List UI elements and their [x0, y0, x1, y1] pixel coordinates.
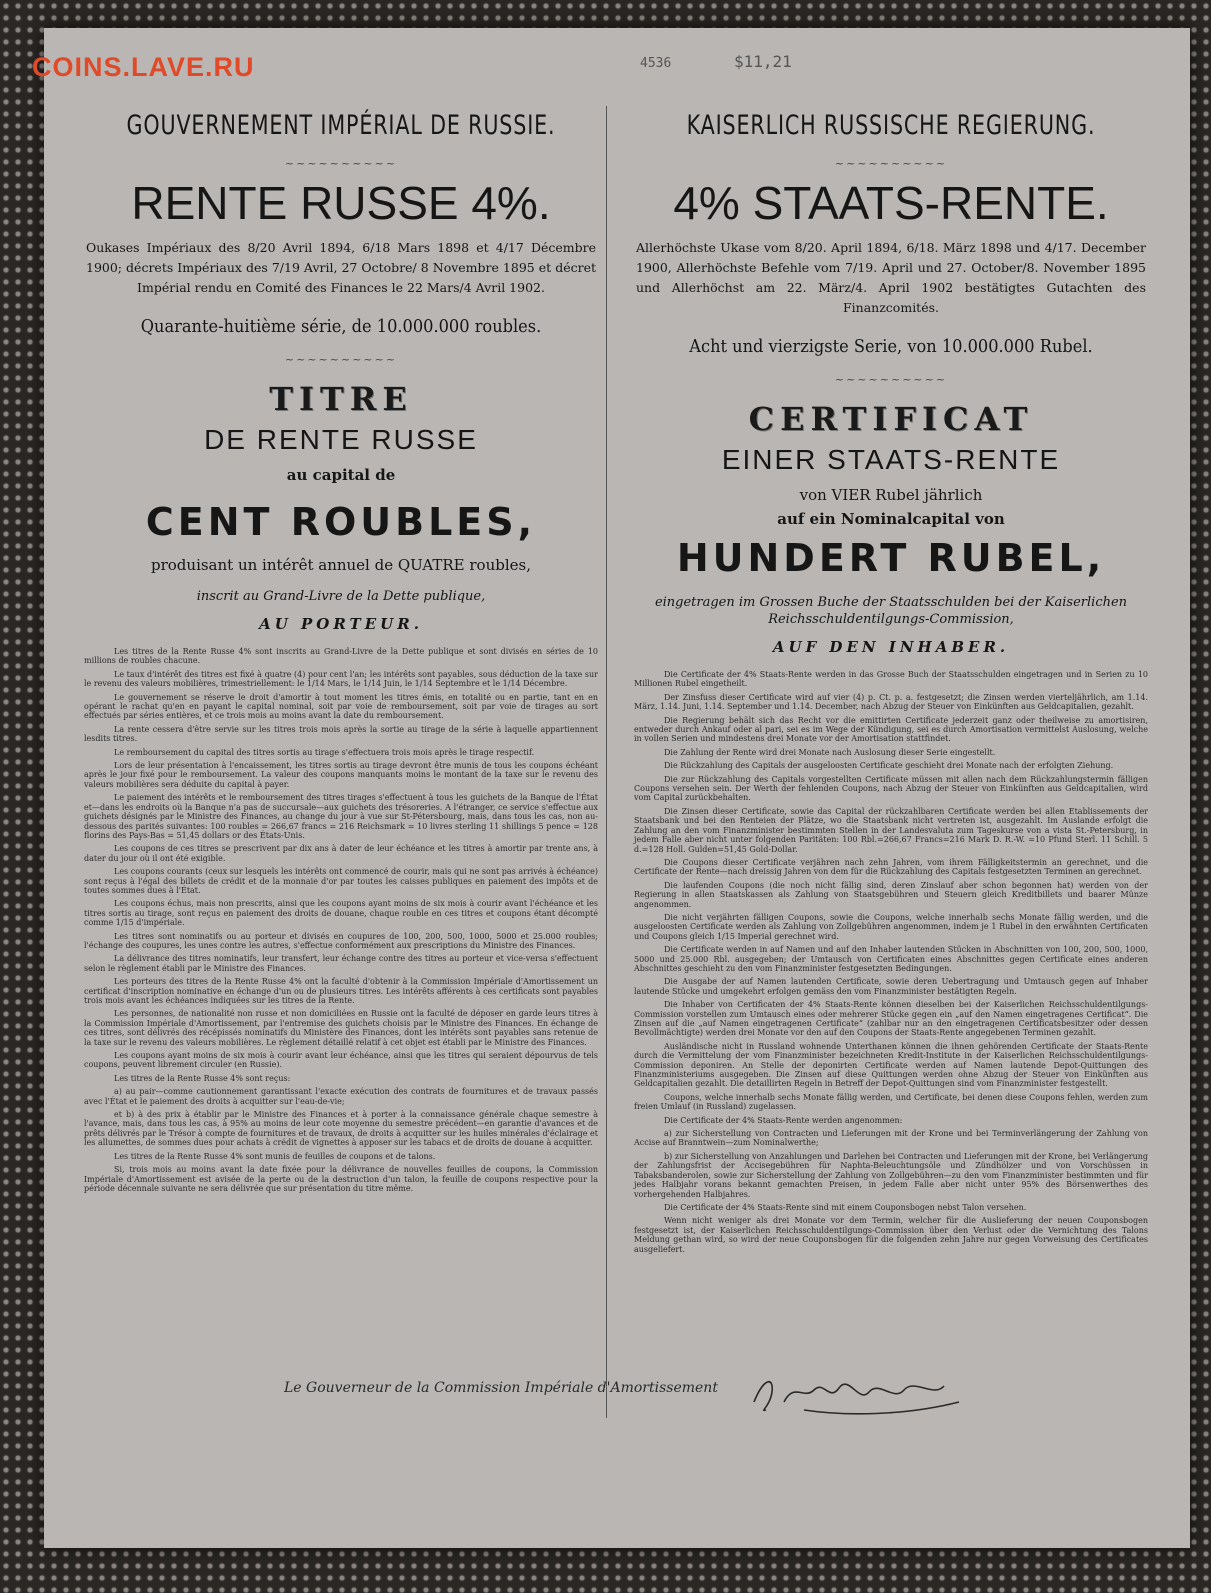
- pencil-mark-2: $11,21: [734, 52, 792, 71]
- term-clause: Der Zinsfuss dieser Certificate wird auf vier (4) p. Ct. p. a. festgesetzt; die Zinsen werden vierteljährlich, am 1.14. März, 1.14. Juni, 1.14. September und 1.14. December, nach Abzug der Steuer von Einkünften aus Geldcapitalien, gezahlt.: [634, 692, 1148, 712]
- term-clause: Die Certificate der 4% Staats-Rente werden in das Grosse Buch der Staatsschulden eingetragen und in Serien zu 10 Millionen Rubel eingetheilt.: [634, 670, 1148, 689]
- term-clause: b) zur Sicherstellung von Anzahlungen und Darlehen bei Contracten und Lieferungen mit der Krone, bei Verlängerung der Zahlungsfrist der Accisegebühren für Naphta-Beleuchtungsöle und Zündhölzer und von Vorschüssen in Tabaksbanderolen, sowie zur Sicherstellung der Zahlung von Zollgebühren—zu den vom Finanzminister bestimmten und für jedes Halbjahr vorans bekannt gemachten Preisen, in jedem Falle aber nicht unter 95% des Börsenwerthes des vorhergehenden Halbjahres.: [634, 1151, 1148, 1199]
- handwritten-signature: [744, 1372, 974, 1420]
- term-clause: Le paiement des intérêts et le remboursement des titres tirages s'effectuent à tous les guichets de la Banque de l'État et—dans les endroits où la Banque n'a pas de succursale—aux guichets des trésoreries. A l'étranger, ce service s'effectue aux guichets désignés par le Ministre des Finances, au change du jour à vue sur St-Pétersbourg, mais, dans tous les cas, non au-dessous des parités suivantes: 100 roubles = 266,67 francs = 216 Reichsmark = 10 livres sterling 11 shillings 5 pence = 128 florins des Pays-Bas = 51,45 dollars or des États-Unis.: [84, 793, 598, 840]
- term-clause: Le remboursement du capital des titres sortis au tirage s'effectuera trois mois après le tirage respectif.: [114, 747, 535, 757]
- ornament-divider: ~~~~~~~~~~: [834, 157, 948, 170]
- term-clause: Die nicht verjährten fälligen Coupons, sowie die Coupons, welche innerhalb sechs Monate fällig werden, und die ausgeloosten Certificate werden als Zahlung von Zollgebühren angenommen, indem je 1 Rubel in den erwähnten Certificaten und Coupons gleich 1/15 Imperial gerechnet wird.: [634, 912, 1148, 941]
- term-clause: a) au pair—comme cautionnement garantissant l'exacte exécution des contrats de fournitures et de travaux passés avec l'État et le paiement des droits à acquitter sur l'eau-de-vie;: [84, 1087, 598, 1106]
- term-clause: Les coupons courants (ceux sur lesquels les intérêts ont commencé de courir, mais qui ne sont pas arrivés à échéance) sont reçus à l'égal des billets de crédit et de la monnaie d'or par toutes les caisses publiques en paiement des impôts et de toutes sommes dues à l'État.: [84, 867, 598, 895]
- registry-text: inscrit au Grand-Livre de la Dette publique,: [196, 589, 486, 604]
- bond-certificate: [44, 28, 1190, 1548]
- term-clause: Les titres sont nominatifs ou au porteur et divisés en coupures de 100, 200, 500, 1000, 5000 et 25.000 roubles; l'échange des coupures, les unes contre les autres, s'effectue conformément aux prescriptions du Ministre des Finances.: [84, 931, 598, 950]
- term-clause: Die Ausgabe der auf Namen lautenden Certificate, sowie deren Uebertragung und Umtausch gegen auf Inhaber lautende Stücke und umgekehrt erfolgen gemäss den vom Finanzminister bestätigten Regeln.: [634, 977, 1148, 996]
- term-clause: Les titres de la Rente Russe 4% sont reçus:: [114, 1073, 291, 1083]
- term-clause: Les coupons ayant moins de six mois à courir avant leur échéance, ainsi que les titres qui seraient dépourvus de tels coupons, peuvent librement circuler (en Russie).: [84, 1051, 598, 1070]
- term-clause: Die Zinsen dieser Certificate, sowie das Capital der rückzahlbaren Certificate werden bei allen Etablissements der Staatsbank und bei den Renteien der Plätze, wo die Staatsbank nicht vertreten ist, ausgezahlt. Im Auslande erfolgt die Zahlung an den vom Finanzminister bestimmten Stellen in der Landesvaluta zum Tageskurse von a vista St.-Petersburg, in jedem Falle aber nicht unter folgenden Paritäten: 100 Rbl.=266,67 Francs=216 Mark D. R.-W. =10 Pfund Sterl. 11 Schill. 5 d.=128 Holl. Gulden=51,45 Gold-Dollar.: [634, 806, 1148, 854]
- government-title: GOUVERNEMENT IMPÉRIAL DE RUSSIE.: [126, 110, 556, 141]
- decree-text: Allerhöchste Ukase vom 8/20. April 1894, 6/18. März 1898 und 4/17. December 1900, Allerhöchste Befehle vom 7/19. April und 27. October/8. November 1895 und Allerhöchst am 22. März/4. April 1902 bestätigtes Gutachten des Finanzcomités.: [636, 240, 1146, 315]
- rente-title: RENTE RUSSE 4%.: [131, 177, 551, 229]
- terms-fine-print: [626, 670, 1156, 1254]
- term-clause: Die Rückzahlung des Capitals der ausgeloosten Certificate geschieht drei Monate nach der erfolgten Ziehung.: [664, 761, 1114, 771]
- amount-title: CENT ROUBLES,: [145, 500, 537, 544]
- capital-label: au capital de: [286, 466, 396, 484]
- term-clause: Die Certificate werden in auf Namen und auf den Inhaber lautenden Stücken in Abschnitten von 100, 200, 500, 1000, 5000 und 25.000 Rbl. ausgegeben; der Umtausch von Certificaten eines Abschnittes gegen Certificate eines anderen Abschnittes geschieht zu den vom Finanzminister festgesetzten Bedingungen.: [634, 945, 1148, 973]
- term-clause: Lors de leur présentation à l'encaissement, les titres sortis au tirage devront être munis de tous les coupons échéant après le jour fixé pour le remboursement. La valeur des coupons manquants moins le montant de la taxe sur le revenu des valeurs mobilières sera déduite du capital à payer.: [84, 761, 598, 789]
- term-clause: Les titres de la Rente Russe 4% sont inscrits au Grand-Livre de la Dette publique et sont divisés en séries de 10 millions de roubles chacune.: [84, 647, 598, 666]
- term-clause: Le gouvernement se réserve le droit d'amortir à tout moment les titres émis, en totalité ou en partie, tant en en opérant le rachat qu'en en payant le capital nominal, soit par voie de remboursement, soit par voie de tirages au sort effectués par séries entières, et ce trois mois au moins avant la date du remboursement.: [84, 692, 598, 721]
- interest-text: produisant un intérêt annuel de QUATRE roubles,: [151, 556, 531, 574]
- term-clause: Die Regierung behält sich das Recht vor die emittirten Certificate jederzeit ganz oder theilweise zu amortisiren, entweder durch Ankauf oder al pari, sei es im Wege der Kündigung, sei es durch Amortisation vermittelst Auslosung, welche in vollen Serien und mindestens drei Monate vor der Amortisation stattfindet.: [634, 715, 1148, 744]
- ornament-divider: ~~~~~~~~~~: [284, 157, 398, 170]
- term-clause: et b) à des prix à établir par le Ministre des Finances et à porter à la connaissance générale chaque semestre à l'avance, mais, dans tous les cas, à 95% au moins de leur cote moyenne du semestre précédent—en garantie d'avances et de prêts délivrés par le Trésor à compte de fournitures et de travaux, de droits à acquitter sur les huiles minérales d'éclairage et les allumettes, de sommes dues pour achats à crédit de vignettes à apposer sur les tabacs et de droits de douane à acquitter.: [84, 1110, 598, 1148]
- signature-line-text: Le Gouverneur de la Commission Impériale d'Amortissement: [284, 1380, 718, 1396]
- bearer-text: AUF DEN INHABER.: [772, 638, 1010, 656]
- ornament-divider: ~~~~~~~~~~: [284, 353, 398, 366]
- rente-subtitle: DE RENTE RUSSE: [204, 424, 478, 455]
- french-column: [76, 108, 606, 1197]
- term-clause: Die Certificate der 4% Staats-Rente werden angenommen:: [664, 1115, 903, 1125]
- registry-text: eingetragen im Grossen Buche der Staatsschulden bei der Kaiserlichen Reichsschuldentilgungs-Commission,: [654, 595, 1128, 627]
- series-text: Quarante-huitième série, de 10.000.000 roubles.: [140, 316, 542, 337]
- term-clause: Wenn nicht weniger als drei Monate vor dem Termin, welcher für die Auslieferung der neuen Couponsbogen festgesetzt ist, der Kaiserlichen Reichsschuldentilgungs-Commission über den Verlust oder die Vernichtung des Talons Meldung gethan wird, so wird der neue Couponsbogen für die folgenden zehn Jahre nur gegen Vorweisung des Certificates ausgeliefert.: [634, 1216, 1148, 1254]
- column-divider: [606, 106, 607, 1418]
- term-clause: La rente cessera d'être servie sur les titres trois mois après la sortie au tirage de la série à laquelle appartiennent lesdits titres.: [84, 724, 598, 744]
- term-clause: Coupons, welche innerhalb sechs Monate fällig werden, und Certificate, bei denen diese Coupons fehlen, werden zum freien Umlauf (in Russland) zugelassen.: [634, 1092, 1148, 1112]
- annual-rubel-text: von VIER Rubel jährlich: [799, 486, 983, 504]
- nominal-capital-label: auf ein Nominalcapital von: [777, 510, 1005, 528]
- term-clause: a) zur Sicherstellung von Contracten und Lieferungen mit der Krone und bei Terminverlängerung der Zahlung von Accise auf Branntwein—zum Nominalwerthe;: [634, 1129, 1148, 1148]
- bearer-text: AU PORTEUR.: [259, 615, 423, 633]
- term-clause: Les titres de la Rente Russe 4% sont munis de feuilles de coupons et de talons.: [114, 1151, 436, 1161]
- watermark: COINS.LAVE.RU: [32, 52, 255, 82]
- series-text: Acht und vierzigste Serie, von 10.000.000 Rubel.: [689, 336, 1093, 357]
- term-clause: Die Inhaber von Certificaten der 4% Staats-Rente können dieselben bei der Kaiserlichen Reichsschuldentilgungs-Commission vorstellen zum Umtausch eines oder mehrerer Stücke gegen ein „auf den Namen eingetragenes Certificat“. Die Zinsen auf die „auf Namen eingetragenen Certificate“ (zahlbar nur an den eingetragenen Certificatsbesitzer oder dessen Bevollmächtigte) werden drei Monate vor den auf den Coupons der Staats-Rente angegebenen Terminen gezahlt.: [634, 1000, 1148, 1038]
- certificat-heading: CERTIFICAT: [748, 400, 1034, 438]
- term-clause: Die Certificate der 4% Staats-Rente sind mit einem Couponsbogen nebst Talon versehen.: [664, 1202, 1027, 1212]
- term-clause: Die Coupons dieser Certificate verjähren nach zehn Jahren, vom ihrem Fälligkeitstermin an gerechnet, und die Certificate der Rente—nach dreissig Jahren von dem für die Rückzahlung des Capitals festgesetzten Terminen an gerechnet.: [634, 857, 1148, 877]
- german-column: [626, 108, 1156, 1258]
- rente-subtitle: EINER STAATS-RENTE: [721, 444, 1061, 475]
- term-clause: Les personnes, de nationalité non russe et non domiciliées en Russie ont la faculté de déposer en garde leurs titres à la Commission Impériale d'Amortissement, par l'entremise des guichets choisis par le Ministre des Finances. En échange de ces titres, sont délivrés des récépissés nominatifs du Ministère des Finances, dont les intérêts sont payables sans retenue de la taxe sur le revenu des valeurs mobilières. Le règlement détaillé relatif à cet objet est établi par le Ministre des Finances.: [84, 1009, 598, 1047]
- terms-fine-print: [76, 647, 606, 1193]
- term-clause: Le taux d'intérêt des titres est fixé à quatre (4) pour cent l'an; les intérêts sont payables, sous déduction de la taxe sur le revenu des valeurs mobilières, trimestriellement: le 1/14 Mars, le 1/14 Juin, le 1/14 Septembre et le 1/14 Décembre.: [84, 669, 598, 689]
- decree-text: Oukases Impériaux des 8/20 Avril 1894, 6/18 Mars 1898 et 4/17 Décembre 1900; décrets Impériaux des 7/19 Avril, 27 Octobre/ 8 Novembre 1895 et décret Impérial rendu en Comité des Finances le 22 Mars/4 Avril 1902.: [86, 240, 596, 295]
- amount-title: HUNDERT RUBEL,: [676, 536, 1106, 580]
- government-title: KAISERLICH RUSSISCHE REGIERUNG.: [686, 110, 1096, 141]
- term-clause: Die laufenden Coupons (die noch nicht fällig sind, deren Zinslauf aber schon begonnen hat) werden von der Regierung in allen Staatskassen als Zahlung von Staatsgebühren und Steuern gleich Kreditbillets und baarer Münze angenommen.: [634, 880, 1148, 909]
- term-clause: Si, trois mois au moins avant la date fixée pour la délivrance de nouvelles feuilles de coupons, la Commission Impériale d'Amortissement est avisée de la perte ou de la destruction d'un talon, la feuille de coupons respective pour la période décennale suivante ne sera délivrée que sur présentation du titre même.: [84, 1165, 598, 1193]
- term-clause: Les coupons échus, mais non prescrits, ainsi que les coupons ayant moins de six mois à courir avant l'échéance et les titres sortis au tirage, sont reçus en paiement des droits de douane, chaque rouble en ces titres et coupons étant décompté comme 1/15 d'impériale.: [84, 899, 598, 928]
- rente-title: 4% STAATS-RENTE.: [673, 177, 1109, 229]
- term-clause: Ausländische nicht in Russland wohnende Unterthanen können die ihnen gehörenden Certificate der Staats-Rente durch die Vermittelung der vom Finanzminister bezeichneten Kredit-Institute in der Kaiserlichen Reichsschuldentilgungs-Commission deponiren. An Stelle der deponirten Certificate werden auf Namen lautende Depot-Quittungen des Finanzministeriums ausgegeben. Die Zinsen auf diese Quittungen werden ohne Abzug der Steuer von Einkünften aus Geldcapitalien gezahlt. Die detaillirten Regeln in Betreff der Depot-Quittungen sind vom Finanzminister festgestellt.: [634, 1041, 1148, 1089]
- term-clause: Die Zahlung der Rente wird drei Monate nach Auslosung dieser Serie eingestellt.: [664, 747, 996, 757]
- titre-heading: TITRE: [269, 380, 413, 418]
- ornament-divider: ~~~~~~~~~~: [834, 373, 948, 386]
- term-clause: Die zur Rückzahlung des Capitals vorgestellten Certificate müssen mit allen nach dem Rückzahlungstermin fälligen Coupons versehen sein. Der Werth der fehlenden Coupons, nach Abzug der Steuer von Einkünften aus Geldcapitalien, wird vom Capital zurückbehalten.: [634, 774, 1148, 803]
- pencil-mark-1: 4536: [640, 56, 672, 71]
- term-clause: La délivrance des titres nominatifs, leur transfert, leur échange contre des titres au porteur et vice-versa s'effectuent selon le règlement établi par le Ministre des Finances.: [84, 954, 598, 973]
- term-clause: Les porteurs des titres de la Rente Russe 4% ont la faculté d'obtenir à la Commission Impériale d'Amortissement un certificat d'inscription nominative en échange d'un ou de plusieurs titres. Les intérêts afférents à ces certificats sont payables trois mois avant les échéances indiquées sur les titres de la Rente.: [84, 977, 598, 1005]
- term-clause: Les coupons de ces titres se prescrivent par dix ans à dater de leur échéance et les titres à amortir par trente ans, à dater du jour où il ont été exigible.: [84, 844, 598, 863]
